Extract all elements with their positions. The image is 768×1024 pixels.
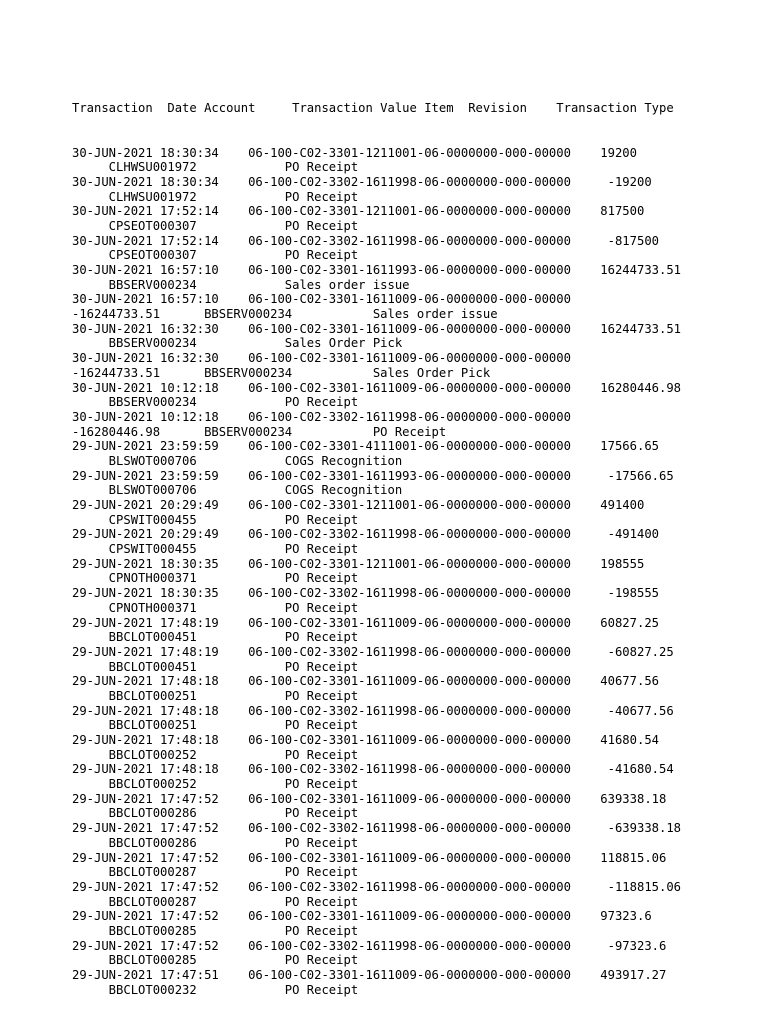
transaction-detail-line: BBCLOT000251 PO Receipt: [72, 688, 359, 703]
transaction-line: 29-JUN-2021 17:47:52 06-100-C02-3301-1611009-06-0000000-000-00000 118815.06: [72, 850, 667, 865]
transaction-line: 29-JUN-2021 23:59:59 06-100-C02-3301-1611993-06-0000000-000-00000 -17566.65: [72, 468, 674, 483]
transaction-line: 30-JUN-2021 17:52:14 06-100-C02-3301-1211001-06-0000000-000-00000 817500: [72, 204, 645, 219]
transaction-detail-line: BBCLOT000252 PO Receipt: [72, 777, 359, 792]
transaction-report: [72, 72, 732, 1012]
transaction-detail-line: -16244733.51 BBSERV000234 Sales Order Pick: [72, 365, 491, 380]
transaction-detail-line: -16280446.98 BBSERV000234 PO Receipt: [72, 424, 447, 439]
transaction-detail-line: CPSEOT000307 PO Receipt: [72, 248, 359, 263]
transaction-line: 29-JUN-2021 17:47:52 06-100-C02-3301-1611009-06-0000000-000-00000 97323.6: [72, 909, 652, 924]
report-header: Transaction Date Account Transaction Value Item Revision Transaction Type: [72, 101, 674, 116]
transaction-detail-line: BBCLOT000251 PO Receipt: [72, 718, 359, 733]
transaction-detail-line: BLSWOT000706 COGS Recognition: [72, 483, 403, 498]
transaction-detail-line: BBCLOT000286 PO Receipt: [72, 806, 359, 821]
transaction-detail-line: CLHWSU001972 PO Receipt: [72, 160, 359, 175]
transaction-detail-line: BBCLOT000287 PO Receipt: [72, 894, 359, 909]
transaction-detail-line: BBCLOT000451 PO Receipt: [72, 659, 359, 674]
transaction-detail-line: BBSERV000234 Sales Order Pick: [72, 336, 403, 351]
transaction-line: 29-JUN-2021 17:48:19 06-100-C02-3302-1611998-06-0000000-000-00000 -60827.25: [72, 644, 674, 659]
transaction-detail-line: BBCLOT000286 PO Receipt: [72, 835, 359, 850]
transaction-line: 30-JUN-2021 18:30:34 06-100-C02-3302-1611998-06-0000000-000-00000 -19200: [72, 174, 652, 189]
transaction-line: 29-JUN-2021 20:29:49 06-100-C02-3302-1611998-06-0000000-000-00000 -491400: [72, 527, 659, 542]
transaction-detail-line: BBCLOT000232 PO Receipt: [72, 982, 359, 997]
transaction-line: 30-JUN-2021 16:57:10 06-100-C02-3301-1611009-06-0000000-000-00000: [72, 292, 571, 307]
transaction-detail-line: BBCLOT000451 PO Receipt: [72, 630, 359, 645]
transaction-line: 29-JUN-2021 18:30:35 06-100-C02-3302-1611998-06-0000000-000-00000 -198555: [72, 586, 659, 601]
transaction-line: 30-JUN-2021 16:57:10 06-100-C02-3301-1611993-06-0000000-000-00000 16244733.51: [72, 263, 682, 277]
transaction-line: 30-JUN-2021 17:52:14 06-100-C02-3302-1611998-06-0000000-000-00000 -817500: [72, 233, 659, 248]
transaction-detail-line: CPNOTH000371 PO Receipt: [72, 571, 359, 586]
transaction-detail-line: -16244733.51 BBSERV000234 Sales order issue: [72, 307, 498, 322]
transaction-line: 29-JUN-2021 17:48:19 06-100-C02-3301-1611009-06-0000000-000-00000 60827.25: [72, 615, 659, 630]
transaction-line: 29-JUN-2021 18:30:35 06-100-C02-3301-1211001-06-0000000-000-00000 198555: [72, 556, 645, 571]
transaction-line: 29-JUN-2021 20:29:49 06-100-C02-3301-1211001-06-0000000-000-00000 491400: [72, 498, 645, 512]
transaction-line: 29-JUN-2021 17:48:18 06-100-C02-3301-1611009-06-0000000-000-00000 40677.56: [72, 674, 659, 689]
transaction-detail-line: BBCLOT000252 PO Receipt: [72, 747, 359, 762]
transaction-detail-line: CPSWIT000455 PO Receipt: [72, 542, 359, 557]
transaction-detail-line: BBCLOT000287 PO Receipt: [72, 865, 359, 880]
transaction-line: 30-JUN-2021 16:32:30 06-100-C02-3301-1611009-06-0000000-000-00000: [72, 351, 571, 366]
transaction-detail-line: CPSWIT000455 PO Receipt: [72, 512, 359, 527]
transaction-detail-line: BBSERV000234 PO Receipt: [72, 395, 359, 410]
transaction-line: 29-JUN-2021 17:48:18 06-100-C02-3302-1611998-06-0000000-000-00000 -41680.54: [72, 762, 674, 777]
transaction-detail-line: CPNOTH000371 PO Receipt: [72, 600, 359, 615]
transaction-line: 30-JUN-2021 16:32:30 06-100-C02-3301-1611009-06-0000000-000-00000 16244733.51: [72, 321, 682, 336]
transaction-line: 29-JUN-2021 17:47:52 06-100-C02-3302-1611998-06-0000000-000-00000 -97323.6: [72, 938, 667, 953]
transaction-line: 29-JUN-2021 17:47:51 06-100-C02-3301-1611009-06-0000000-000-00000 493917.27: [72, 968, 667, 982]
transaction-detail-line: CPSEOT000307 PO Receipt: [72, 218, 359, 233]
transaction-detail-line: CLHWSU001972 PO Receipt: [72, 189, 359, 204]
transaction-line: 29-JUN-2021 17:47:52 06-100-C02-3301-1611009-06-0000000-000-00000 639338.18: [72, 791, 667, 806]
transaction-detail-line: BBSERV000234 Sales order issue: [72, 277, 410, 292]
report-body: [72, 146, 732, 998]
transaction-line: 29-JUN-2021 17:48:18 06-100-C02-3301-1611009-06-0000000-000-00000 41680.54: [72, 733, 659, 747]
transaction-line: 30-JUN-2021 10:12:18 06-100-C02-3302-1611998-06-0000000-000-00000: [72, 409, 571, 424]
transaction-line: 29-JUN-2021 23:59:59 06-100-C02-3301-4111001-06-0000000-000-00000 17566.65: [72, 439, 659, 454]
transaction-detail-line: BBCLOT000285 PO Receipt: [72, 953, 359, 968]
transaction-detail-line: BLSWOT000706 COGS Recognition: [72, 453, 403, 468]
transaction-line: 30-JUN-2021 10:12:18 06-100-C02-3301-1611009-06-0000000-000-00000 16280446.98: [72, 380, 682, 395]
transaction-line: 29-JUN-2021 17:47:52 06-100-C02-3302-1611998-06-0000000-000-00000 -118815.06: [72, 879, 682, 894]
transaction-line: 29-JUN-2021 17:48:18 06-100-C02-3302-1611998-06-0000000-000-00000 -40677.56: [72, 703, 674, 718]
transaction-line: 30-JUN-2021 18:30:34 06-100-C02-3301-1211001-06-0000000-000-00000 19200: [72, 145, 637, 160]
transaction-line: 29-JUN-2021 17:47:52 06-100-C02-3302-1611998-06-0000000-000-00000 -639338.18: [72, 821, 682, 836]
transaction-detail-line: BBCLOT000285 PO Receipt: [72, 923, 359, 938]
